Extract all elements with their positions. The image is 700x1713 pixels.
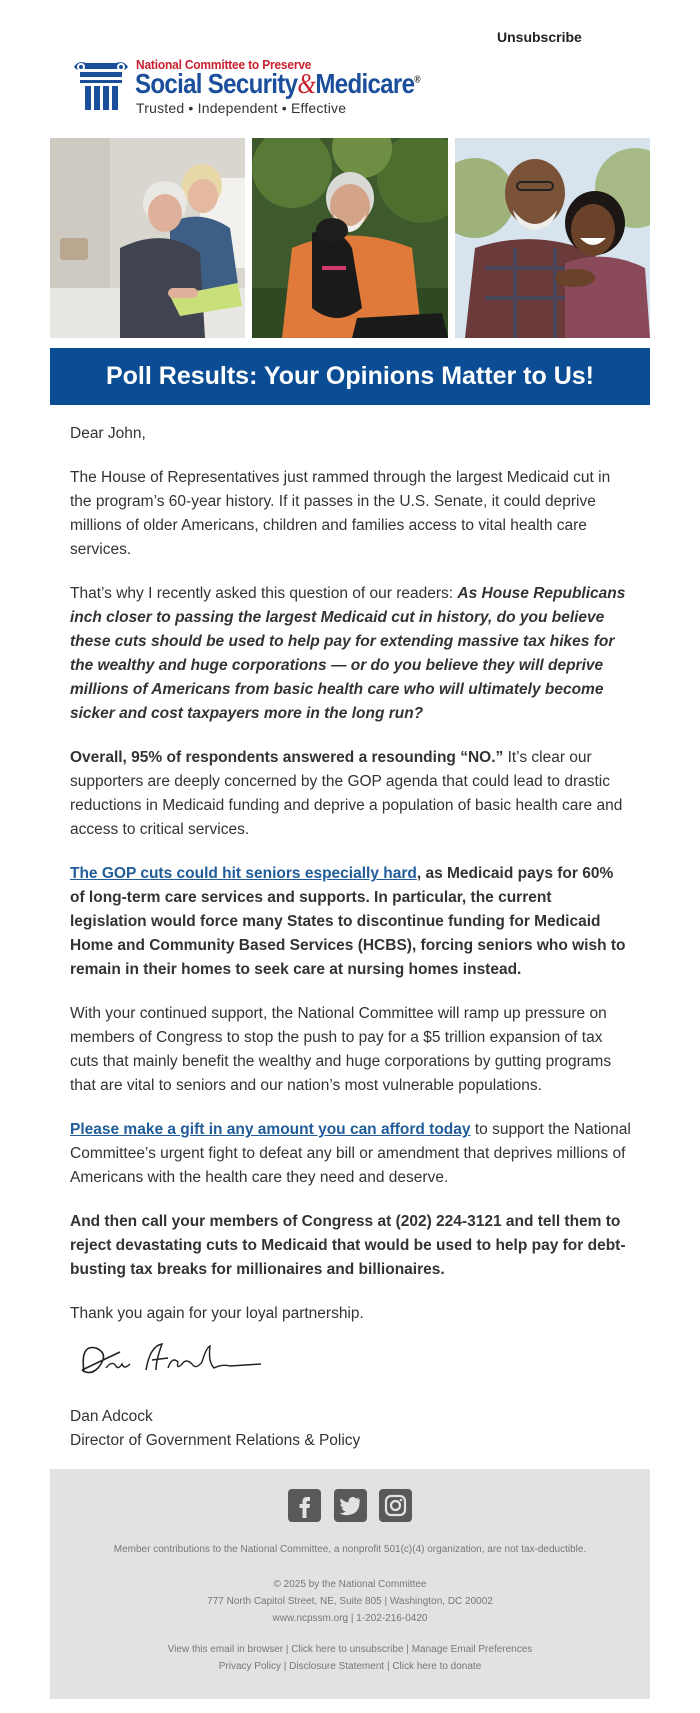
donate-footer-link[interactable]: Click here to donate — [392, 1661, 482, 1672]
greeting: Dear John, — [70, 425, 146, 442]
letter-body — [70, 422, 632, 1346]
view-in-browser-link[interactable]: View this email in browser — [167, 1644, 284, 1655]
paragraph-7: And then call your members of Congress at (202) 224-3121 and tell them to reject devastating cuts to Medicaid that would be used to help pay for debt-busting tax breaks for millionaires and billionaires. — [70, 1213, 626, 1278]
signature-image — [76, 1334, 266, 1380]
paragraph-4: The GOP cuts could hit seniors especially hard, as Medicaid pays for 60% of long-term care services and supports. In particular, the current legislation would force many States to discontinue funding for Medicaid Home and Community Based Services (HCBS), forcing seniors who wish to remain in their homes to seek care at nursing homes instead. — [70, 865, 626, 978]
paragraph-6: Please make a gift in any amount you can afford today to support the National Committee’s urgent fight to defeat any bill or amendment that deprives millions of Americans with the health care they need and deserve. — [70, 1121, 631, 1186]
manage-preferences-link[interactable]: Manage Email Preferences — [411, 1644, 533, 1655]
website-phone: www.ncpssm.org | 1-202-216-0420 — [272, 1613, 428, 1624]
header-photo-strip — [50, 138, 650, 338]
tax-disclaimer: Member contributions to the National Committee, a nonprofit 501(c)(4) organization, are not tax-deductible. — [113, 1544, 587, 1555]
photo-women-reading — [50, 138, 245, 338]
signer-name: Dan Adcock — [70, 1408, 153, 1425]
privacy-policy-link[interactable]: Privacy Policy — [218, 1661, 281, 1672]
ncpssm-logo[interactable] — [72, 54, 432, 120]
paragraph-1: The House of Representatives just rammed through the largest Medicaid cut in the program’s 60-year history. If it passes in the U.S. Senate, it could deprive millions of older Americans, children and families access to vital health care services. — [70, 469, 611, 558]
paragraph-5: With your continued support, the National Committee will ramp up pressure on members of Congress to stop the push to pay for a $5 trillion expansion of tax cuts that mainly benefit the wealthy and huge corporations by gutting programs that are vital to seniors and our nation’s most vulnerable populations. — [70, 1005, 612, 1094]
footer — [50, 1469, 650, 1699]
poll-result: Overall, 95% of respondents answered a resounding “NO.” — [70, 749, 504, 766]
address: 777 North Capitol Street, NE, Suite 805 | Washington, DC 20002 — [207, 1596, 493, 1607]
logo-name: Social Security&Medicare® — [135, 68, 420, 100]
signer-block — [70, 1405, 360, 1453]
footer-links: View this email in browser | Click here to unsubscribe | Manage Email Preferences Privacy Policy | Disclosure Statement | Click here to donate — [167, 1644, 533, 1672]
photo-couple-embracing — [455, 138, 650, 338]
facebook-icon[interactable] — [288, 1489, 321, 1522]
paragraph-2: That’s why I recently asked this question of our readers: As House Republicans inch closer to passing the largest Medicaid cut in history, do you believe these cuts should be used to help pay for extending massive tax hikes for the wealthy and huge corporations — or do you believe they will deprive millions of Americans from basic health care who will ultimately become sicker and cost taxpayers more in the long run? — [70, 585, 626, 722]
unsubscribe-link[interactable]: Unsubscribe — [497, 29, 582, 45]
signer-title: Director of Government Relations & Policy — [70, 1432, 361, 1449]
unsubscribe-footer-link[interactable]: Click here to unsubscribe — [291, 1644, 404, 1655]
page-title-banner: Poll Results: Your Opinions Matter to Us! — [50, 348, 650, 405]
closing: Thank you again for your loyal partnership. — [70, 1305, 364, 1322]
logo-tagline: Trusted • Independent • Effective — [136, 100, 347, 116]
column-logo-icon — [72, 58, 130, 116]
twitter-icon[interactable] — [334, 1489, 367, 1522]
contact-info — [50, 1576, 650, 1627]
social-links — [50, 1489, 650, 1522]
photo-man-with-dog — [252, 138, 448, 338]
instagram-icon[interactable] — [379, 1489, 412, 1522]
gop-cuts-link[interactable]: The GOP cuts could hit seniors especially hard — [70, 865, 417, 882]
paragraph-3: Overall, 95% of respondents answered a resounding “NO.” It’s clear our supporters are deeply concerned by the GOP agenda that could lead to drastic reductions in Medicaid funding and deprive a population of basic health care and access to critical services. — [70, 749, 623, 838]
copyright: © 2025 by the National Committee — [273, 1579, 427, 1590]
poll-question: As House Republicans inch closer to passing the largest Medicaid cut in history, do you believe these cuts should be used to help pay for extending massive tax hikes for the wealthy and huge corporations — or do you believe they will deprive millions of Americans from basic health care who will ultimately become sicker and cost taxpayers more in the long run? — [70, 585, 626, 722]
donate-link[interactable]: Please make a gift in any amount you can afford today — [70, 1121, 471, 1138]
disclosure-statement-link[interactable]: Disclosure Statement — [289, 1661, 385, 1672]
logo-small-line: National Committee to Preserve — [136, 57, 312, 72]
